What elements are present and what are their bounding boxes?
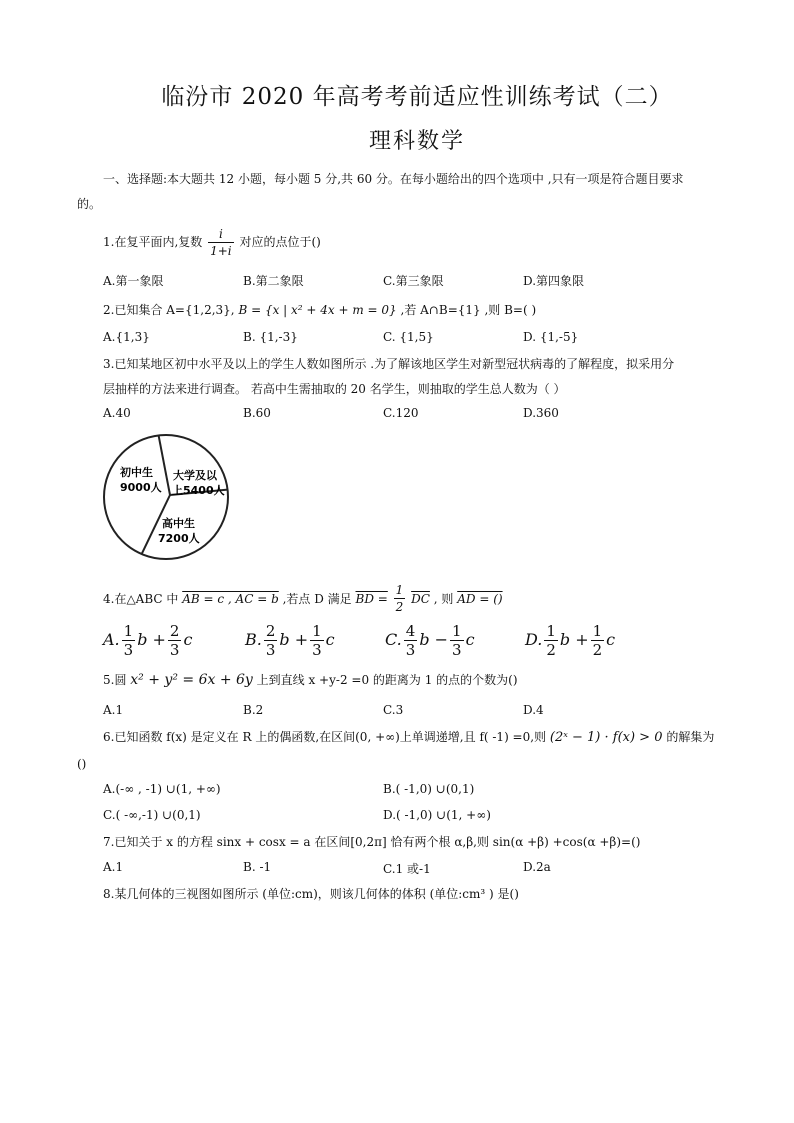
q2-text-c: ,若 A∩B={1} ,则 B=( ) — [400, 303, 537, 317]
q4-option-c-s2: c — [465, 630, 475, 649]
q4-half-fraction — [394, 582, 406, 615]
q6-options-row2 — [103, 808, 703, 824]
question-4 — [103, 582, 503, 615]
q4-half-den: 2 — [395, 600, 404, 614]
q3-option-b[interactable]: B.60 — [243, 406, 271, 420]
section-instructions-cont: 的。 — [77, 197, 102, 211]
q2-option-d[interactable]: D. {1,-5} — [523, 330, 579, 344]
q4-option-a-letter: A. — [103, 630, 120, 649]
q4-vector-ad: AD = () — [457, 592, 503, 606]
question-1 — [103, 226, 321, 259]
exam-subtitle: 理科数学 — [368, 129, 465, 154]
q3-options — [103, 406, 703, 422]
q4-option-d-s2: c — [606, 630, 616, 649]
q3-option-a[interactable]: A.40 — [103, 406, 131, 420]
q5-options — [103, 703, 703, 719]
q4-option-a-d2: 3 — [169, 641, 180, 659]
q4-option-c-s1: b − — [419, 630, 449, 649]
question-6-cont: () — [77, 757, 87, 771]
q6-option-c[interactable]: C.( -∞,-1) ∪(0,1) — [103, 808, 201, 822]
q1-numerator: i — [208, 226, 234, 243]
q4-option-b-letter: B. — [245, 630, 262, 649]
q6-option-b[interactable]: B.( -1,0) ∪(0,1) — [383, 782, 475, 796]
q5-option-a[interactable]: A.1 — [103, 703, 124, 717]
q3-option-d[interactable]: D.360 — [523, 406, 559, 420]
question-8: 8.某几何体的三视图如图所示 (单位:cm)，则该几何体的体积 (单位:cm³ ) 是() — [103, 887, 519, 901]
q4-option-d-s1: b + — [559, 630, 589, 649]
q4-option-c-letter: C. — [385, 630, 402, 649]
q6-options-row1 — [103, 782, 703, 798]
q6-inequality: (2ˣ − 1) · f(x) > 0 — [549, 730, 663, 745]
q2-option-c[interactable]: C. {1,5} — [383, 330, 434, 344]
q6-option-a[interactable]: A.(-∞ , -1) ∪(1, +∞) — [103, 782, 221, 796]
question-3-line2: 层抽样的方法来进行调查。 若高中生需抽取的 20 名学生，则抽取的学生总人数为（ ） — [103, 382, 566, 396]
q1-fraction — [208, 226, 234, 259]
q6-text-a: 6.已知函数 f(x) 是定义在 R 上的偶函数,在区间(0, +∞)上单调递增,且 f( -1) =0,则 — [103, 730, 547, 744]
q5-prefix: 5.圆 — [103, 673, 127, 687]
q4-option-a-n1: 1 — [123, 622, 134, 640]
exam-title: 临汾市 2020 年高考考前适应性训练考试（二） — [161, 84, 673, 110]
q1-suffix: 对应的点位于() — [239, 235, 321, 249]
q4-vector-bd: BD = — [355, 592, 388, 606]
q4-option-c-n2: 1 — [452, 622, 462, 640]
q4-vector-dc: $\overline{DC}$ — [411, 592, 430, 606]
q5-option-c[interactable]: C.3 — [383, 703, 404, 717]
q4-option-b[interactable] — [245, 622, 335, 659]
q4-option-b-s1: b + — [279, 630, 309, 649]
q4-option-b-d2: 3 — [312, 641, 322, 659]
q4-mid: ,若点 D 满足 — [282, 592, 352, 606]
q4-option-c-n1: 4 — [405, 622, 416, 640]
q6-option-d[interactable]: D.( -1,0) ∪(1, +∞) — [383, 808, 491, 822]
q7-option-c[interactable]: C.1 或-1 — [383, 862, 431, 876]
q4-option-d-n2: 1 — [592, 622, 603, 640]
q7-option-d[interactable]: D.2a — [523, 860, 551, 874]
q2-set-b: B = {x | x² + 4x + m = 0} — [238, 303, 397, 317]
q2-text-a: 2.已知集合 A={1,2,3}, — [103, 303, 235, 317]
q4-option-c[interactable] — [385, 622, 475, 659]
q4-option-d-n1: 1 — [546, 622, 556, 640]
q4-option-c-d1: 3 — [405, 641, 416, 659]
q1-option-a[interactable]: A.第一象限 — [103, 274, 164, 288]
student-pie-chart — [100, 430, 240, 565]
q2-options — [103, 330, 703, 346]
q1-prefix: 1.在复平面内,复数 — [103, 235, 203, 249]
q5-option-d[interactable]: D.4 — [523, 703, 544, 717]
q4-option-a-s2: c — [183, 630, 193, 649]
q2-option-b[interactable]: B. {1,-3} — [243, 330, 298, 344]
q7-option-b[interactable]: B. -1 — [243, 860, 272, 874]
q4-option-a-n2: 2 — [169, 622, 180, 640]
q6-text-c: 的解集为 — [666, 730, 715, 744]
q4-option-a-d1: 3 — [123, 641, 134, 659]
q4-option-b-s2: c — [325, 630, 335, 649]
question-6 — [103, 729, 714, 746]
q4-option-d-letter: D. — [525, 630, 543, 649]
q1-option-c[interactable]: C.第三象限 — [383, 274, 444, 288]
q4-option-d[interactable] — [525, 622, 615, 659]
pie-value-senior: 7200人 — [158, 532, 200, 545]
q1-option-b[interactable]: B.第二象限 — [243, 274, 304, 288]
q5-option-b[interactable]: B.2 — [243, 703, 264, 717]
q4-tail: , 则 — [433, 592, 454, 606]
q4-half-num: 1 — [395, 583, 404, 597]
q1-option-d[interactable]: D.第四象限 — [523, 274, 585, 288]
pie-value-college: 上5400人 — [172, 484, 225, 497]
pie-value-junior: 9000人 — [120, 481, 162, 494]
q4-option-d-d2: 2 — [592, 641, 603, 659]
q5-circle-eq: x² + y² = 6x + 6y — [130, 672, 253, 688]
q4-option-a[interactable] — [103, 622, 192, 659]
q4-option-b-n1: 2 — [265, 622, 276, 640]
q4-option-b-n2: 1 — [312, 622, 322, 640]
q1-options — [103, 272, 703, 288]
q4-option-d-d1: 2 — [546, 641, 556, 659]
q4-option-a-s1: b + — [137, 630, 166, 649]
question-2 — [103, 302, 536, 318]
q4-option-b-d1: 3 — [265, 641, 276, 659]
q2-option-a[interactable]: A.{1,3} — [103, 330, 150, 344]
pie-label-junior: 初中生 — [120, 466, 153, 479]
q4-option-c-d2: 3 — [452, 641, 462, 659]
question-5 — [103, 672, 518, 688]
q7-option-a[interactable]: A.1 — [103, 860, 124, 874]
question-3-line1: 3.已知某地区初中水平及以上的学生人数如图所示 .为了解该地区学生对新型冠状病毒的了解程度，拟采用分 — [103, 357, 675, 371]
pie-label-senior: 高中生 — [162, 517, 195, 530]
q5-suffix: 上到直线 x +y-2 =0 的距离为 1 的点的个数为() — [256, 673, 518, 687]
q1-denominator: 1+i — [210, 244, 232, 258]
section-instructions: 一、选择题:本大题共 12 小题，每小题 5 分,共 60 分。在每小题给出的四个选项中 ,只有一项是符合题目要求 — [103, 172, 684, 186]
q7-options — [103, 860, 703, 876]
q3-option-c[interactable]: C.120 — [383, 406, 419, 420]
question-7: 7.已知关于 x 的方程 sinx + cosx = a 在区间[0,2π] 恰有两个根 α,β,则 sin(α +β) +cos(α +β)=() — [103, 835, 641, 849]
q4-vectors: AB = c , AC = b — [182, 592, 279, 606]
pie-label-college: 大学及以 — [173, 469, 217, 482]
q4-prefix: 4.在△ABC 中 — [103, 592, 179, 606]
